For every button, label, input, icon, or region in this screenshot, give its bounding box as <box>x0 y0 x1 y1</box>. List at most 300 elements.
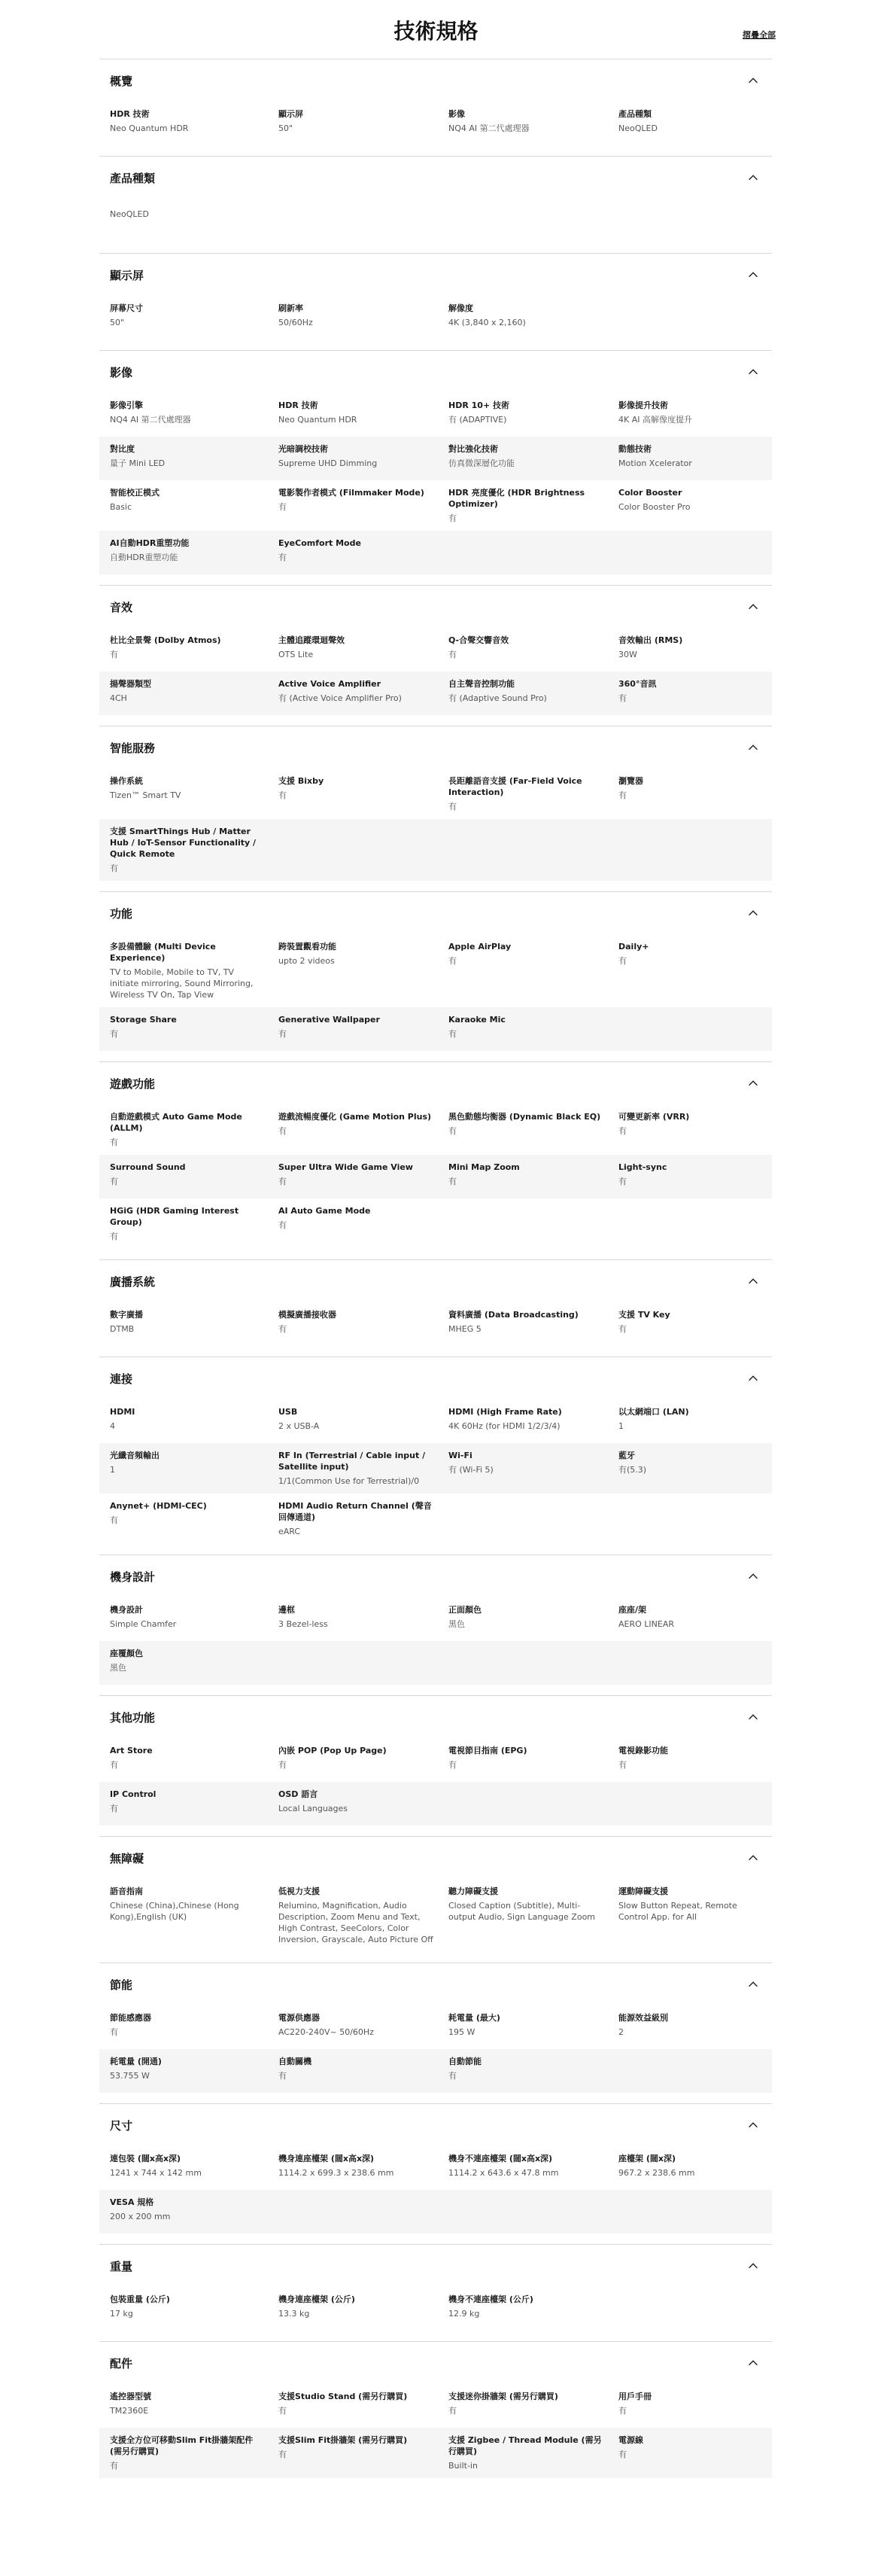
section-title: 尺寸 <box>110 2118 133 2133</box>
spec-item <box>110 108 278 139</box>
spec-label: USB <box>278 1407 298 1417</box>
spec-value: 有 <box>278 2450 287 2459</box>
spec-item <box>110 1309 278 1339</box>
spec-item <box>278 2294 448 2324</box>
section-header[interactable] <box>99 726 772 769</box>
spec-value: Motion Xcelerator <box>618 458 692 468</box>
spec-value: 有 <box>110 2461 118 2471</box>
spec-item <box>278 1014 448 1044</box>
spec-value: 量子 Mini LED <box>110 458 166 468</box>
spec-value: 有 <box>110 863 118 873</box>
spec-label: HDR 10+ 技術 <box>448 400 509 410</box>
spec-item <box>618 108 782 139</box>
spec-value: 有 <box>278 1324 287 1334</box>
spec-item <box>618 678 782 708</box>
spec-value: 有 <box>448 1029 457 1039</box>
spec-item <box>278 941 448 1000</box>
spec-item <box>278 1309 448 1339</box>
spec-value: 17 kg <box>110 2309 133 2319</box>
spec-item <box>278 1745 448 1775</box>
spec-value: 有 (Adaptive Sound Pro) <box>448 693 547 703</box>
section-title: 連接 <box>110 1372 133 1386</box>
chevron-up-icon[interactable] <box>746 1372 760 1385</box>
spec-item <box>448 1111 618 1148</box>
section-title: 廣播系統 <box>110 1274 156 1289</box>
spec-value: 有 <box>618 1126 627 1136</box>
spec-value: 53.755 W <box>110 2071 150 2081</box>
spec-sections <box>0 59 872 2489</box>
spec-value: 有 <box>278 553 287 562</box>
spec-row <box>99 531 772 574</box>
spec-item <box>448 1406 618 1436</box>
spec-value: 有 <box>448 802 457 811</box>
spec-value: 黑色 <box>110 1663 126 1673</box>
section-header[interactable] <box>99 1555 772 1597</box>
spec-label: 產品種類 <box>618 109 652 119</box>
spec-item <box>618 1162 782 1192</box>
spec-row <box>99 199 772 242</box>
section-header[interactable] <box>99 892 772 934</box>
spec-item <box>278 303 448 333</box>
spec-item <box>110 206 278 236</box>
chevron-up-icon[interactable] <box>746 1978 760 1991</box>
spec-value: 有 <box>278 502 287 512</box>
spec-item <box>278 400 448 430</box>
spec-row <box>99 2287 772 2331</box>
section-header[interactable] <box>99 254 772 296</box>
spec-label: Art Store <box>110 1746 153 1755</box>
spec-label: Active Voice Amplifier <box>278 679 381 689</box>
spec-item <box>618 1604 782 1634</box>
spec-label: 支援Studio Stand (需另行購買) <box>278 2392 408 2401</box>
spec-label: RF In (Terrestrial / Cable input / Satellite input) <box>278 1451 426 1472</box>
spec-section <box>99 2341 772 2489</box>
section-title: 機身設計 <box>110 1570 156 1584</box>
spec-row <box>99 2428 772 2478</box>
spec-value: 有 <box>278 2406 287 2416</box>
spec-label: 支援 SmartThings Hub / Matter Hub / IoT-Sensor Functionality / Quick Remote <box>110 827 257 859</box>
spec-value: Basic <box>110 502 132 512</box>
chevron-up-icon[interactable] <box>746 2356 760 2370</box>
spec-label: 遙控器型號 <box>110 2392 151 2401</box>
spec-label: 音效輸出 (RMS) <box>618 635 683 645</box>
section-title: 影像 <box>110 365 133 379</box>
spec-item <box>110 1604 278 1634</box>
spec-row <box>99 1399 772 1443</box>
spec-label: 機身設計 <box>110 1605 143 1615</box>
chevron-up-icon[interactable] <box>746 365 760 379</box>
spec-label: 揚聲器類型 <box>110 679 151 689</box>
spec-label: 刷新率 <box>278 303 303 313</box>
spec-item <box>448 2434 618 2471</box>
spec-label: 支援 TV Key <box>618 1310 670 1320</box>
spec-item <box>618 1450 782 1487</box>
spec-value: 有 <box>618 1760 627 1770</box>
spec-value: 黑色 <box>448 1619 465 1629</box>
chevron-up-icon[interactable] <box>746 171 760 184</box>
chevron-up-icon[interactable] <box>746 741 760 754</box>
spec-item <box>278 2391 448 2421</box>
spec-row <box>99 1597 772 1641</box>
section-title: 節能 <box>110 1978 133 1992</box>
spec-value: eARC <box>278 1527 301 1536</box>
spec-label: 聽力障礙支援 <box>448 1886 498 1896</box>
spec-item <box>110 1500 278 1537</box>
spec-item <box>618 2012 782 2042</box>
spec-item <box>110 826 278 874</box>
spec-label: 包裝重量 (公斤) <box>110 2294 170 2304</box>
spec-label: 操作系統 <box>110 776 143 786</box>
spec-value: 13.3 kg <box>278 2309 310 2319</box>
section-header[interactable] <box>99 1062 772 1104</box>
spec-item <box>278 1500 448 1537</box>
spec-item <box>448 1886 618 1945</box>
spec-item <box>448 678 618 708</box>
spec-label: 電源線 <box>618 2435 643 2445</box>
spec-item <box>278 1205 448 1242</box>
spec-item <box>278 1789 448 1819</box>
spec-label: 數字廣播 <box>110 1310 143 1320</box>
spec-item <box>278 2012 448 2042</box>
spec-label: HDMI Audio Return Channel (聲音回傳通道) <box>278 1501 432 1522</box>
spec-value: 50" <box>110 318 125 327</box>
spec-value: Chinese (China),Chinese (Hong Kong),English (UK) <box>110 1901 239 1922</box>
spec-value: 50/60Hz <box>278 318 313 327</box>
spec-label: 自動遊戲模式 Auto Game Mode (ALLM) <box>110 1112 242 1133</box>
spec-value: 仿真微深層化功能 <box>448 458 515 468</box>
spec-row <box>99 1443 772 1494</box>
spec-label: 連包裝 (闊x高x深) <box>110 2154 181 2163</box>
spec-label: 支援 Zigbee / Thread Module (需另行購買) <box>448 2435 602 2456</box>
spec-value: 有 (Wi-Fi 5) <box>448 1465 494 1475</box>
spec-item <box>110 1648 278 1678</box>
spec-item <box>110 303 278 333</box>
spec-item <box>618 1745 782 1775</box>
section-title: 其他功能 <box>110 1710 156 1725</box>
spec-value: 有 <box>448 1177 457 1186</box>
spec-value: 有 <box>110 1232 118 1241</box>
spec-item <box>278 443 448 473</box>
spec-row <box>99 1738 772 1782</box>
spec-item <box>278 108 448 139</box>
spec-item <box>110 443 278 473</box>
chevron-up-icon[interactable] <box>746 1274 760 1288</box>
spec-item <box>618 775 782 812</box>
spec-item <box>278 487 448 524</box>
section-header[interactable] <box>99 1696 772 1738</box>
spec-value: Color Booster Pro <box>618 502 691 512</box>
section-title: 重量 <box>110 2259 133 2273</box>
spec-value: Supreme UHD Dimming <box>278 458 378 468</box>
spec-row <box>99 1302 772 1346</box>
spec-label: 內嵌 POP (Pop Up Page) <box>278 1746 387 1755</box>
spec-item <box>448 1745 618 1775</box>
page-header <box>0 0 872 59</box>
spec-item <box>448 1604 618 1634</box>
spec-row <box>99 2384 772 2428</box>
spec-item <box>110 1014 278 1044</box>
spec-item <box>110 1111 278 1148</box>
spec-section <box>99 726 772 891</box>
spec-label: 解像度 <box>448 303 473 313</box>
spec-value: 有 (Active Voice Amplifier Pro) <box>278 693 402 703</box>
spec-value: 有 <box>110 1029 118 1039</box>
spec-label: Surround Sound <box>110 1162 186 1172</box>
spec-label: Super Ultra Wide Game View <box>278 1162 413 1172</box>
spec-row <box>99 480 772 531</box>
spec-item <box>448 635 618 665</box>
spec-section <box>99 1695 772 1836</box>
section-header[interactable] <box>99 2342 772 2384</box>
section-title: 配件 <box>110 2356 133 2370</box>
spec-label: IP Control <box>110 1789 156 1799</box>
section-title: 顯示屏 <box>110 268 144 282</box>
spec-value: 有 <box>110 1760 118 1770</box>
spec-value: NeoQLED <box>618 123 658 133</box>
chevron-up-icon[interactable] <box>746 74 760 87</box>
spec-value: 有 <box>448 513 457 523</box>
spec-label: 光纖音頻輸出 <box>110 1451 160 1460</box>
spec-label: 智能校正模式 <box>110 488 160 498</box>
spec-value: 有(5.3) <box>618 1465 647 1475</box>
chevron-up-icon[interactable] <box>746 2118 760 2132</box>
spec-label: 機身不連座檯架 (公斤) <box>448 2294 533 2304</box>
spec-value: 有 <box>110 650 118 659</box>
spec-value: Neo Quantum HDR <box>278 415 357 425</box>
spec-label: 支援 Bixby <box>278 776 324 786</box>
spec-label: Generative Wallpaper <box>278 1015 380 1025</box>
section-header[interactable] <box>99 1963 772 2005</box>
spec-item <box>448 108 618 139</box>
chevron-up-icon[interactable] <box>746 600 760 614</box>
section-header[interactable] <box>99 586 772 628</box>
spec-value: Relumino, Magnification, Audio Description, Zoom Menu and Text, High Contrast, SeeColors, Color Inversion, Grayscale, Auto Picture Off <box>278 1901 433 1944</box>
spec-value: Simple Chamfer <box>110 1619 177 1629</box>
spec-item <box>448 2012 618 2042</box>
spec-label: HDR 技術 <box>110 109 150 119</box>
spec-label: 電視節目指南 (EPG) <box>448 1746 527 1755</box>
spec-row <box>99 1198 772 1249</box>
spec-label: 影像 <box>448 109 465 119</box>
chevron-up-icon[interactable] <box>746 1710 760 1724</box>
spec-value: 有 <box>278 790 287 800</box>
section-header[interactable] <box>99 2245 772 2287</box>
spec-section <box>99 350 772 585</box>
spec-label: 耗電量 (開通) <box>110 2057 162 2066</box>
spec-value: 有 (ADAPTIVE) <box>448 415 507 425</box>
spec-section <box>99 1836 772 1962</box>
spec-label: 支援迷你掛牆架 (需另行購買) <box>448 2392 558 2401</box>
spec-value: TM2360E <box>110 2406 149 2416</box>
spec-value: AC220-240V~ 50/60Hz <box>278 2027 374 2037</box>
spec-item <box>448 1450 618 1487</box>
spec-item <box>618 635 782 665</box>
chevron-up-icon[interactable] <box>746 1570 760 1583</box>
spec-item <box>618 1111 782 1148</box>
spec-item <box>618 2153 782 2183</box>
spec-row <box>99 2190 772 2233</box>
spec-label: Karaoke Mic <box>448 1015 506 1025</box>
chevron-up-icon[interactable] <box>746 1851 760 1865</box>
spec-value: 200 x 200 mm <box>110 2212 171 2221</box>
spec-label: 機身連座檯架 (公斤) <box>278 2294 355 2304</box>
spec-label: 座檯架 (闊x深) <box>618 2154 676 2163</box>
spec-value: 967.2 x 238.6 mm <box>618 2168 695 2178</box>
spec-item <box>618 2391 782 2421</box>
spec-value: 30W <box>618 650 637 659</box>
spec-value: 有 <box>110 1177 118 1186</box>
spec-value: Built-in <box>448 2461 478 2471</box>
spec-value: 有 <box>618 1177 627 1186</box>
spec-item <box>110 1205 278 1242</box>
spec-value: 4 <box>110 1421 115 1431</box>
spec-label: HDR 技術 <box>278 400 318 410</box>
spec-value: upto 2 videos <box>278 956 335 966</box>
section-title: 產品種類 <box>110 171 156 185</box>
spec-value: NeoQLED <box>110 209 149 219</box>
spec-section <box>99 1962 772 2103</box>
spec-item <box>110 487 278 524</box>
spec-item <box>448 303 618 333</box>
spec-item <box>278 1450 448 1487</box>
spec-section <box>99 2103 772 2244</box>
spec-label: 機身連座檯架 (闊x高x深) <box>278 2154 375 2163</box>
spec-label: 支援Slim Fit掛牆架 (需另行購買) <box>278 2435 408 2445</box>
spec-item <box>110 1886 278 1945</box>
section-header[interactable] <box>99 59 772 102</box>
spec-item <box>448 443 618 473</box>
page-title: 技術規格 <box>393 19 479 44</box>
spec-label: 能源效益級別 <box>618 2013 668 2023</box>
section-title: 智能服務 <box>110 741 156 755</box>
section-title: 音效 <box>110 600 133 614</box>
spec-value: 有 <box>618 2406 627 2416</box>
spec-label: 資料廣播 (Data Broadcasting) <box>448 1310 579 1320</box>
spec-item <box>448 2153 618 2183</box>
chevron-up-icon[interactable] <box>746 1076 760 1090</box>
spec-section <box>99 1259 772 1357</box>
spec-item <box>278 678 448 708</box>
spec-item <box>110 2294 278 2324</box>
spec-label: 多設備體驗 (Multi Device Experience) <box>110 942 216 963</box>
spec-row <box>99 296 772 340</box>
spec-label: 顯示屏 <box>278 109 303 119</box>
spec-value: 有 <box>618 1324 627 1334</box>
spec-label: 主體追蹤環迴聲效 <box>278 635 345 645</box>
spec-value: 有 <box>448 956 457 966</box>
spec-value: 50" <box>278 123 293 133</box>
spec-value: 4K 60Hz (for HDMI 1/2/3/4) <box>448 1421 561 1431</box>
spec-value: 有 <box>110 1515 118 1525</box>
section-header[interactable] <box>99 1260 772 1302</box>
spec-label: 遊戲流暢度優化 (Game Motion Plus) <box>278 1112 432 1122</box>
spec-value: 有 <box>448 2406 457 2416</box>
collapse-all-link[interactable]: 摺疊全部 <box>743 30 776 40</box>
spec-item <box>618 487 782 524</box>
spec-row <box>99 1782 772 1825</box>
spec-label: HDMI (High Frame Rate) <box>448 1407 562 1417</box>
spec-value: 有 <box>278 1760 287 1770</box>
spec-value: 有 <box>110 2027 118 2037</box>
spec-value: 有 <box>278 1126 287 1136</box>
spec-row <box>99 1641 772 1685</box>
spec-item <box>448 2056 618 2086</box>
spec-row <box>99 1007 772 1051</box>
spec-label: 座座/架 <box>618 1605 647 1615</box>
spec-value: DTMB <box>110 1324 135 1334</box>
section-header[interactable] <box>99 2104 772 2146</box>
spec-item <box>618 1406 782 1436</box>
section-header[interactable] <box>99 1357 772 1399</box>
section-header[interactable] <box>99 351 772 393</box>
spec-row <box>99 1155 772 1198</box>
spec-label: EyeComfort Mode <box>278 538 361 548</box>
spec-section <box>99 1061 772 1259</box>
chevron-up-icon[interactable] <box>746 268 760 282</box>
spec-item <box>110 1745 278 1775</box>
spec-item <box>448 1162 618 1192</box>
spec-label: Wi-Fi <box>448 1451 472 1460</box>
spec-label: HDR 亮度優化 (HDR Brightness Optimizer) <box>448 488 585 509</box>
spec-section <box>99 2244 772 2341</box>
spec-label: Mini Map Zoom <box>448 1162 520 1172</box>
spec-item <box>110 2391 278 2421</box>
section-header[interactable] <box>99 157 772 199</box>
spec-section <box>99 59 772 156</box>
spec-section <box>99 1554 772 1695</box>
spec-value: Neo Quantum HDR <box>110 123 189 133</box>
spec-item <box>278 1886 448 1945</box>
spec-item <box>448 2391 618 2421</box>
spec-value: 有 <box>110 1137 118 1147</box>
spec-label: 支援全方位可移動Slim Fit掛牆架配件 (需另行購買) <box>110 2435 254 2456</box>
spec-row <box>99 437 772 480</box>
spec-label: 影像引擎 <box>110 400 143 410</box>
spec-value: 自動HDR重塑功能 <box>110 553 178 562</box>
spec-value: Slow Button Repeat, Remote Control App. for All <box>618 1901 737 1922</box>
spec-label: 以太網端口 (LAN) <box>618 1407 689 1417</box>
spec-row <box>99 1104 772 1155</box>
spec-row <box>99 2146 772 2190</box>
section-header[interactable] <box>99 1837 772 1879</box>
spec-label: 動態技術 <box>618 444 652 454</box>
spec-label: 光暗調校技術 <box>278 444 328 454</box>
spec-item <box>110 1789 278 1819</box>
spec-label: 節能感應器 <box>110 2013 151 2023</box>
spec-value: 2 <box>618 2027 624 2037</box>
spec-value: NQ4 AI 第二代處理器 <box>110 415 191 425</box>
spec-item <box>278 635 448 665</box>
spec-value: 4CH <box>110 693 127 703</box>
spec-row <box>99 671 772 715</box>
spec-value: MHEG 5 <box>448 1324 482 1334</box>
spec-label: 自主聲音控制功能 <box>448 679 515 689</box>
spec-label: 跨裝置觀看功能 <box>278 942 336 952</box>
chevron-up-icon[interactable] <box>746 906 760 920</box>
spec-value: Local Languages <box>278 1804 348 1813</box>
spec-item <box>278 2434 448 2471</box>
spec-value: 有 <box>278 2071 287 2081</box>
chevron-up-icon[interactable] <box>746 2259 760 2273</box>
spec-item <box>110 2153 278 2183</box>
spec-label: 360°音訊 <box>618 679 657 689</box>
spec-value: OTS Lite <box>278 650 314 659</box>
spec-value: 4K (3,840 x 2,160) <box>448 318 526 327</box>
spec-item <box>448 2294 618 2324</box>
spec-section <box>99 585 772 726</box>
spec-row <box>99 102 772 145</box>
spec-value: AERO LINEAR <box>618 1619 674 1629</box>
